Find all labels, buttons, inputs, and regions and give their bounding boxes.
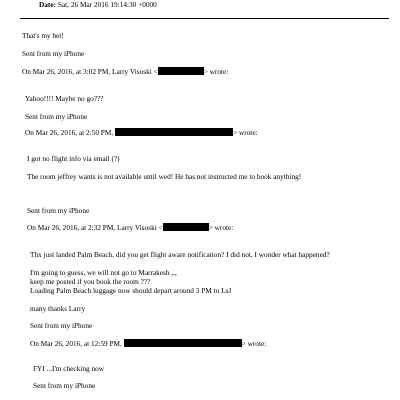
quote-attribution [25, 128, 258, 137]
header-date [39, 0, 157, 9]
attribution-text: On Mar 26, 2016, at 2:50 PM, [25, 128, 114, 137]
attribution-text: On Mar 26, 2016, at 12:59 PM, [30, 339, 122, 348]
message-body: Loading Palm Beach luggage now should depart around 3 PM to LsJ [30, 286, 232, 295]
quote-attribution [27, 223, 233, 232]
message-body: many thanks Larry [30, 304, 86, 313]
message-body: I got no flight info via email (?) [27, 154, 120, 163]
redaction-box [158, 67, 204, 75]
date-label: Date: [39, 0, 57, 9]
attribution-text: On Mar 26, 2016, at 3:02 PM, Larry Visoski < [22, 67, 158, 76]
message-body: Thx just landed Palm Beach, did you get flight aware notification? I did not, I wonder what happened? [30, 250, 330, 259]
message-body: keep me posted if you book the room ??? [30, 277, 151, 286]
signature: Sent from my iPhone [22, 49, 85, 58]
message-body: That's my bet! [22, 31, 64, 40]
message-body: FYI ...I'm checking now [33, 364, 105, 373]
message-body: I'm going to guess, we will not go to Marrakesh ,,, [30, 268, 177, 277]
redaction-box [163, 223, 209, 231]
attribution-text: On Mar 26, 2016, at 2:32 PM, Larry Visoski < [27, 223, 163, 232]
signature: Sent from my iPhone [30, 321, 93, 330]
attribution-suffix: > wrote: [203, 67, 229, 76]
attribution-suffix: > wrote: [241, 339, 267, 348]
header-divider [20, 18, 389, 19]
message-body: Yahoo!!!! Maybe no go??? [25, 94, 104, 103]
redaction-box [115, 128, 233, 136]
signature: Sent from my iPhone [25, 112, 88, 121]
attribution-suffix: > wrote: [208, 223, 234, 232]
message-body: The room jeffrey wants is not available until wed! He has not instructed me to book anything! [27, 172, 302, 181]
quote-attribution [30, 339, 266, 348]
signature: Sent from my iPhone [27, 206, 90, 215]
quote-attribution [22, 67, 228, 76]
attribution-suffix: > wrote: [233, 128, 258, 137]
signature: Sent from my iPhone [33, 381, 96, 390]
redaction-box [124, 339, 242, 347]
date-value: Sat, 26 Mar 2016 19:14:30 +0000 [57, 0, 157, 9]
